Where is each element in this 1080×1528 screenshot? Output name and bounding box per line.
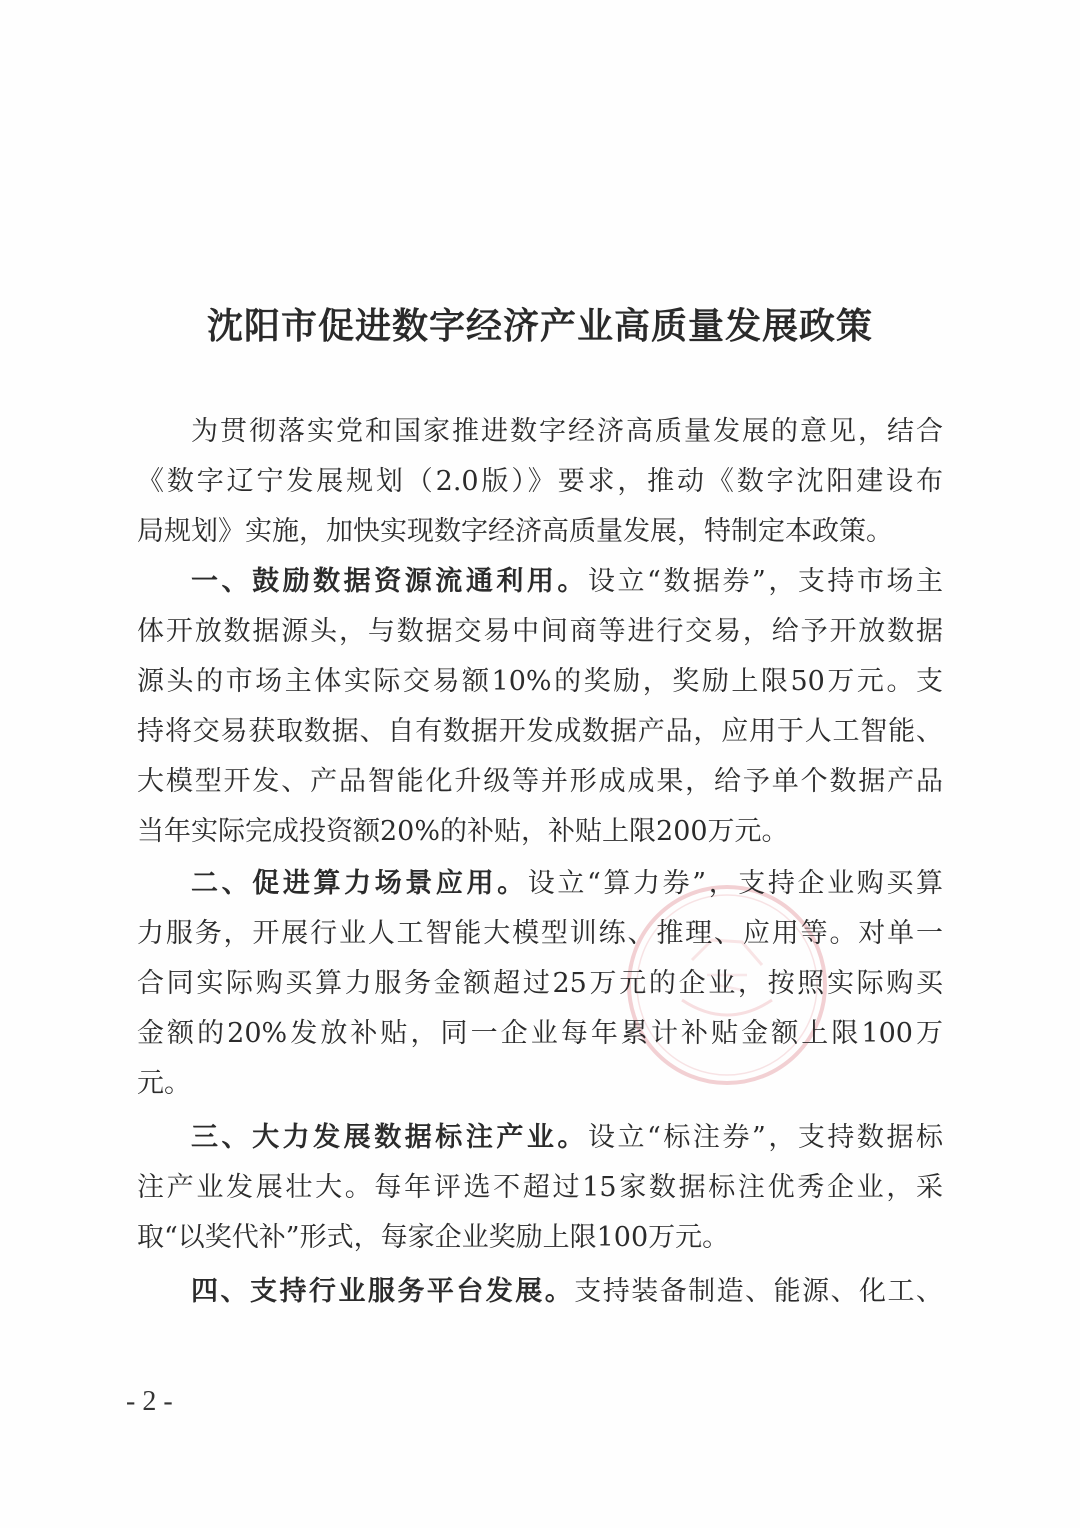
- section-heading-1: 一、鼓励数据资源流通利用。: [191, 566, 588, 597]
- paragraph-line: 持将交易获取数据、自有数据开发成数据产品，应用于人工智能、: [137, 716, 943, 747]
- paragraph-line: 《数字辽宁发展规划（2.0版）》要求，推动《数字沈阳建设布: [137, 466, 943, 497]
- paragraph-line: 大模型开发、产品智能化升级等并形成成果，给予单个数据产品: [137, 766, 943, 797]
- paragraph-line: 合同实际购买算力服务金额超过25万元的企业，按照实际购买: [137, 968, 943, 999]
- paragraph-line: 源头的市场主体实际交易额10%的奖励，奖励上限50万元。支: [137, 666, 943, 697]
- paragraph-line: 体开放数据源头，与数据交易中间商等进行交易，给予开放数据: [137, 616, 943, 647]
- section-line-2: [191, 864, 943, 904]
- document-title: 沈阳市促进数字经济产业高质量发展政策: [206, 305, 873, 347]
- paragraph-line: 元。: [137, 1068, 191, 1099]
- paragraph-line: 取“以奖代补”形式，每家企业奖励上限100万元。: [137, 1222, 730, 1253]
- paragraph-line: 局规划》实施，加快实现数字经济高质量发展，特制定本政策。: [137, 516, 893, 547]
- section-heading-4: 四、支持行业服务平台发展。: [191, 1276, 575, 1307]
- section-line-3: [191, 1118, 943, 1158]
- paragraph-line: 力服务，开展行业人工智能大模型训练、推理、应用等。对单一: [137, 918, 943, 949]
- section-heading-3: 三、大力发展数据标注产业。: [191, 1122, 588, 1153]
- section-text-1: 设立“数据券”，支持市场主: [587, 566, 943, 597]
- section-text-2: 设立“算力券”，支持企业购买算: [527, 868, 943, 899]
- section-text-4: 支持装备制造、能源、化工、: [574, 1276, 943, 1307]
- paragraph-line: 金额的20%发放补贴，同一企业每年累计补贴金额上限100万: [137, 1018, 943, 1049]
- page-number: - 2 -: [126, 1386, 173, 1417]
- section-line-1: [191, 562, 943, 602]
- section-heading-2: 二、促进算力场景应用。: [191, 868, 528, 899]
- section-line-4: [191, 1272, 943, 1312]
- paragraph-line: 当年实际完成投资额20%的补贴，补贴上限200万元。: [137, 816, 789, 847]
- paragraph-line: 注产业发展壮大。每年评选不超过15家数据标注优秀企业，采: [137, 1172, 943, 1203]
- paragraph-line: 为贯彻落实党和国家推进数字经济高质量发展的意见，结合: [191, 416, 943, 447]
- section-text-3: 设立“标注券”，支持数据标: [587, 1122, 943, 1153]
